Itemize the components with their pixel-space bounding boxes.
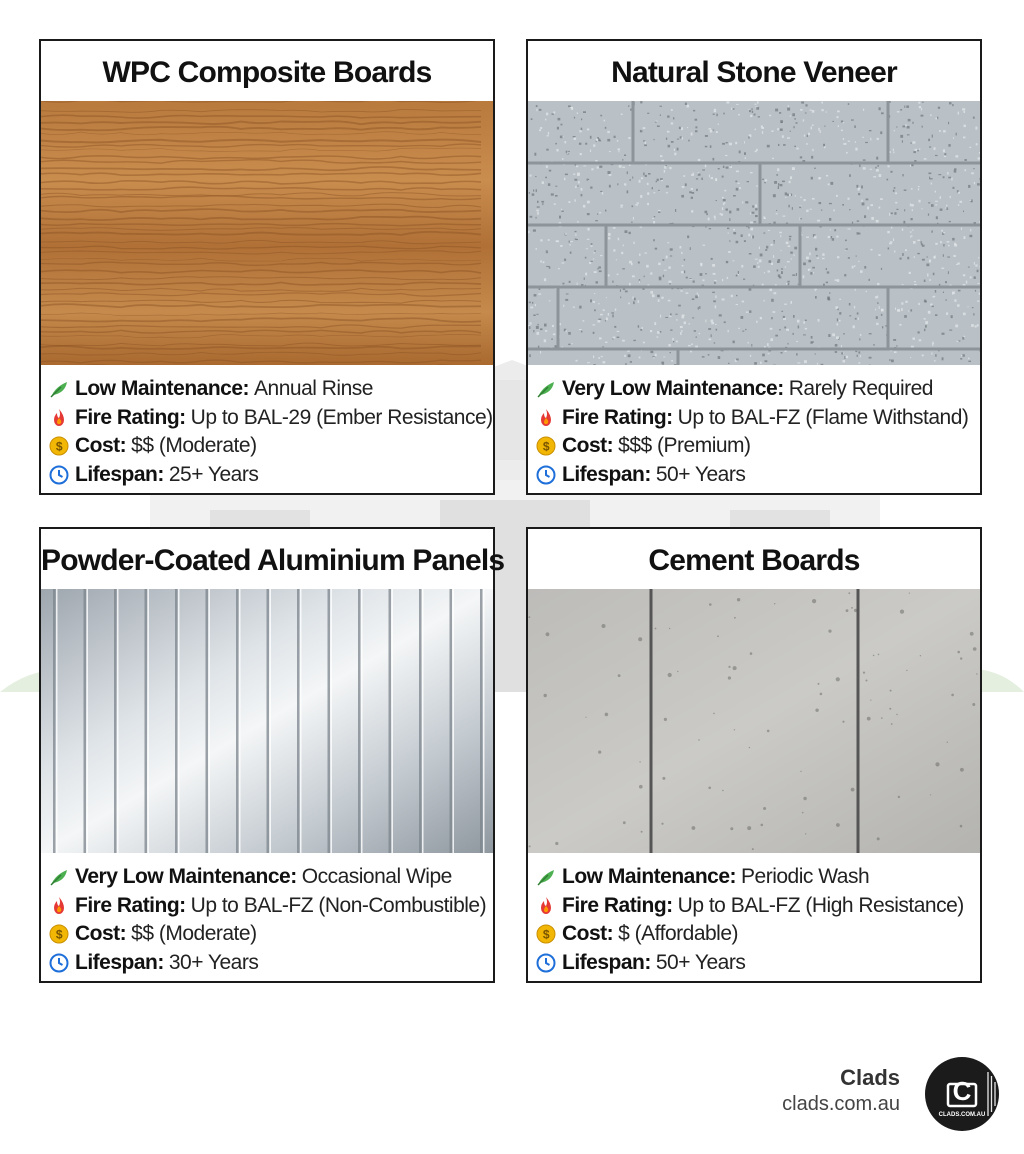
spec-label: Fire Rating:: [562, 893, 673, 917]
leaf-icon: [536, 379, 556, 399]
spec-label: Fire Rating:: [75, 893, 186, 917]
spec-value: 25+ Years: [168, 462, 259, 486]
card-title: WPC Composite Boards: [102, 56, 432, 89]
fire-icon: [49, 896, 69, 916]
spec-fire-rating: [536, 404, 980, 433]
spec-label: Very Low Maintenance:: [562, 377, 784, 401]
spec-fire-rating: [49, 404, 493, 433]
spec-cost: [536, 920, 980, 949]
spec-list: [41, 365, 493, 489]
spec-value: Up to BAL-29 (Ember Resistance): [190, 405, 493, 429]
spec-label: Very Low Maintenance:: [75, 865, 297, 889]
spec-value: Rarely Required: [788, 377, 933, 401]
fire-icon: [49, 408, 69, 428]
svg-text:$: $: [55, 927, 63, 942]
spec-lifespan: [536, 949, 980, 978]
spec-cost: [49, 432, 493, 461]
spec-label: Cost:: [75, 434, 127, 458]
spec-value: 30+ Years: [168, 950, 259, 974]
material-card-wpc: [39, 39, 495, 495]
spec-label: Fire Rating:: [75, 405, 186, 429]
svg-text:$: $: [542, 927, 550, 942]
spec-label: Lifespan:: [75, 462, 164, 486]
spec-label: Cost:: [562, 434, 614, 458]
spec-value: Up to BAL-FZ (High Resistance): [677, 893, 964, 917]
fire-icon: [536, 896, 556, 916]
spec-lifespan: [536, 461, 980, 490]
material-card-stone: [526, 39, 982, 495]
spec-label: Cost:: [562, 922, 614, 946]
spec-lifespan: [49, 461, 493, 490]
material-card-cement: [526, 527, 982, 983]
spec-lifespan: [49, 949, 493, 978]
spec-list: [528, 365, 980, 489]
spec-value: $$ (Moderate): [131, 922, 257, 946]
spec-value: Periodic Wash: [741, 865, 870, 889]
svg-text:C: C: [952, 1076, 972, 1106]
spec-label: Low Maintenance:: [562, 865, 737, 889]
card-title: Powder-Coated Aluminium Panels: [41, 544, 505, 577]
clock-icon: [49, 465, 69, 485]
spec-maintenance: [536, 863, 980, 892]
spec-label: Lifespan:: [75, 950, 164, 974]
spec-cost: [536, 432, 980, 461]
leaf-icon: [49, 379, 69, 399]
spec-value: $ (Affordable): [618, 922, 739, 946]
spec-list: [528, 853, 980, 977]
coin-icon: [49, 924, 69, 944]
spec-value: 50+ Years: [655, 462, 746, 486]
spec-maintenance: [536, 375, 980, 404]
clock-icon: [536, 953, 556, 973]
spec-value: $$$ (Premium): [618, 434, 751, 458]
spec-value: 50+ Years: [655, 950, 746, 974]
clads-logo: [924, 1056, 1000, 1132]
spec-value: Occasional Wipe: [301, 865, 452, 889]
cement-panel-texture: [528, 589, 980, 853]
card-title: Natural Stone Veneer: [611, 56, 897, 89]
brand-url[interactable]: clads.com.au: [782, 1093, 900, 1115]
spec-list: [41, 853, 493, 977]
spec-value: Up to BAL-FZ (Flame Withstand): [677, 405, 969, 429]
coin-icon: [536, 436, 556, 456]
clock-icon: [536, 465, 556, 485]
spec-maintenance: [49, 375, 493, 404]
brand-name: Clads: [840, 1065, 900, 1090]
spec-value: $$ (Moderate): [131, 434, 257, 458]
material-card-aluminium: [39, 527, 505, 983]
coin-icon: [49, 436, 69, 456]
spec-fire-rating: [49, 892, 493, 921]
coin-icon: [536, 924, 556, 944]
svg-text:CLADS.COM.AU: CLADS.COM.AU: [938, 1112, 986, 1118]
brand-block: [782, 1064, 900, 1116]
spec-cost: [49, 920, 493, 949]
card-title: Cement Boards: [648, 544, 860, 577]
svg-text:$: $: [542, 439, 550, 454]
metal-rib-texture: [41, 589, 493, 853]
spec-label: Fire Rating:: [562, 405, 673, 429]
stone-brick-texture: [528, 101, 980, 365]
spec-label: Lifespan:: [562, 950, 651, 974]
spec-label: Lifespan:: [562, 462, 651, 486]
leaf-icon: [536, 867, 556, 887]
spec-value: Up to BAL-FZ (Non-Combustible): [190, 893, 487, 917]
spec-label: Low Maintenance:: [75, 377, 250, 401]
spec-label: Cost:: [75, 922, 127, 946]
spec-fire-rating: [536, 892, 980, 921]
fire-icon: [536, 408, 556, 428]
wood-grain-texture: [41, 101, 493, 365]
clock-icon: [49, 953, 69, 973]
svg-text:$: $: [55, 439, 63, 454]
spec-maintenance: [49, 863, 493, 892]
leaf-icon: [49, 867, 69, 887]
spec-value: Annual Rinse: [254, 377, 373, 401]
